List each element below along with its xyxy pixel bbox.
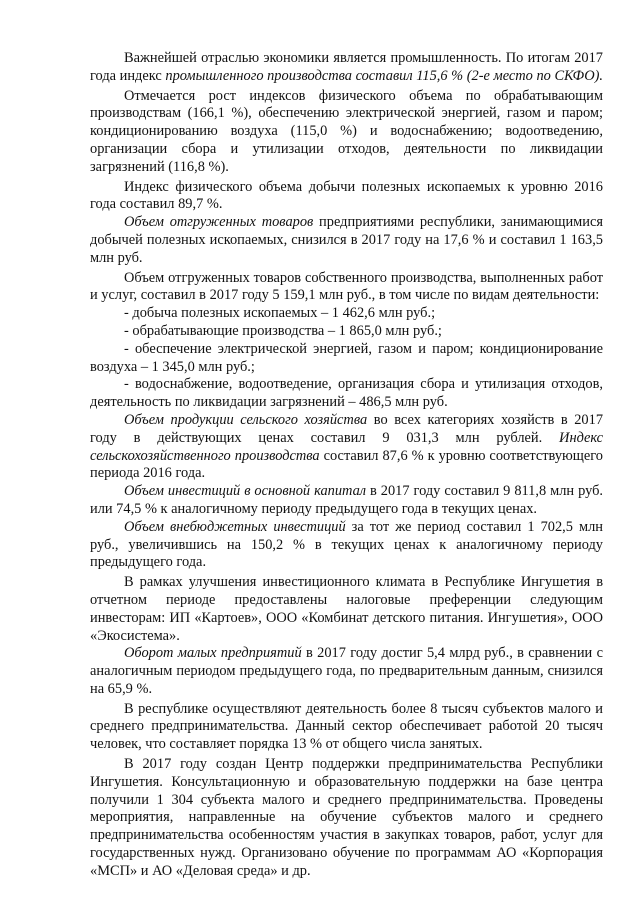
text-run: Отмечается рост индексов физического объема по обрабатывающим производствам (166,1 %), обеспечению электрической энергией, газом и паром; кондиционированию воздуха (115,0 %) и водоснабжению; водоотведению, организации сбора и утилизации отходов, деятельности по ликвидации загрязнений (116,8 %). bbox=[90, 87, 603, 175]
text-run: Индекс физического объема добычи полезных ископаемых к уровню 2016 года составил 89,7 %. bbox=[90, 178, 603, 213]
text-run: предприятиями республики, занимающимися добычей полезных ископаемых, снизился в 2017 году на 17,6 % и составил 1 163,5 млн руб. bbox=[90, 214, 603, 266]
text-run: за тот же период составил 1 702,5 млн руб., увеличившись на 150,2 % в текущих ценах к аналогичному периоду предыдущего года. bbox=[90, 518, 603, 571]
paragraph-agriculture bbox=[90, 412, 603, 483]
paragraph-offbudget-investments bbox=[90, 519, 603, 572]
text-run: - обеспечение электрической энергией, газом и паром; кондиционирование воздуха – 1 345,0 млн руб.; bbox=[90, 340, 603, 375]
list-item bbox=[90, 341, 603, 377]
paragraph-tax-preferences bbox=[90, 574, 603, 645]
italic-run: Индекс сельскохозяйственного производства bbox=[90, 429, 603, 464]
italic-run: Объем отгруженных товаров bbox=[124, 214, 314, 231]
list-item bbox=[90, 323, 603, 341]
paragraph-support-center bbox=[90, 756, 603, 881]
paragraph-mining-index bbox=[90, 179, 603, 215]
list-item bbox=[90, 305, 603, 323]
text-run: В республике осуществляют деятельность более 8 тысяч субъектов малого и среднего предпринимательства. Данный сектор обеспечивает работой 20 тысяч человек, что составляет порядка 13 % от общего числа занятых. bbox=[90, 700, 603, 753]
italic-run: промышленного производства составил 115,6 % (2-е место по СКФО). bbox=[165, 67, 603, 84]
text-run: составил 87,6 % к уровню соответствующего периода 2016 года. bbox=[90, 447, 604, 482]
text-run: В 2017 году создан Центр поддержки предпринимательства Республики Ингушетия. Консультационную и образовательную поддержки на базе центра получили 1 304 субъекта малого и среднего предпринимательства. Проведены мероприятия, направленные на обучение субъектов малого и среднего предпринимательства особенностям участия в закупках товаров, работ, услуг для государственных нужд. Организовано обучение по программам АО «Корпорация «МСП» и АО «Деловая среда» и др. bbox=[90, 756, 603, 879]
list-item bbox=[90, 376, 603, 412]
text-run: в 2017 году составил 9 811,8 млн руб. или 74,5 % к аналогичному периоду предыдущего года в текущих ценах. bbox=[90, 483, 603, 517]
text-run: В рамках улучшения инвестиционного климата в Республике Ингушетия в отчетном периоде предоставлены налоговые преференции следующим инвесторам: ИП «Картоев», ООО «Комбинат детского питания. Ингушетия», ООО «Экосистема». bbox=[90, 574, 603, 644]
text-run: - обрабатывающие производства – 1 865,0 млн руб.; bbox=[124, 322, 442, 339]
paragraph-investments bbox=[90, 483, 603, 519]
italic-run: Объем инвестиций в основной капитал bbox=[124, 483, 367, 500]
italic-run: Объем продукции сельского хозяйства bbox=[124, 411, 368, 428]
text-run: - добыча полезных ископаемых – 1 462,6 млн руб.; bbox=[124, 305, 436, 322]
paragraph-small-business-turnover bbox=[90, 645, 603, 698]
paragraph-indices bbox=[90, 88, 603, 177]
text-run: Объем отгруженных товаров собственного производства, выполненных работ и услуг, составил в 2017 году 5 159,1 млн руб., в том числе по видам деятельности: bbox=[90, 269, 603, 304]
text-run: Важнейшей отраслью экономики является промышленность. По итогам 2017 года индекс bbox=[90, 50, 603, 84]
paragraph-sme-count bbox=[90, 701, 603, 754]
text-run: - водоснабжение, водоотведение, организация сбора и утилизация отходов, деятельность по ликвидации загрязнений – 486,5 млн руб. bbox=[90, 376, 603, 411]
paragraph-own-production bbox=[90, 270, 603, 306]
paragraph-shipped-goods bbox=[90, 214, 603, 267]
text-run: во всех категориях хозяйств в 2017 году в действующих ценах составил 9 031,3 млн рублей. bbox=[90, 411, 604, 446]
italic-run: Объем внебюджетных инвестиций bbox=[124, 518, 346, 535]
paragraph-industry bbox=[90, 50, 603, 86]
italic-run: Оборот малых предприятий bbox=[124, 645, 302, 662]
text-run: в 2017 году достиг 5,4 млрд руб., в сравнении с аналогичным периодом предыдущего года, по предварительным данным, снизился на 65,9 %. bbox=[90, 645, 603, 697]
